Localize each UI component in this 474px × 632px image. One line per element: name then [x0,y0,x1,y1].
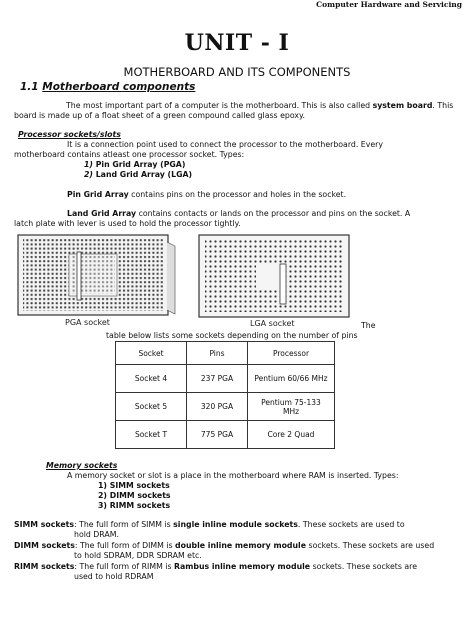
lga-description [67,209,410,219]
table-cell: Core 2 Quad [248,421,335,449]
type-num: 2) [84,170,93,179]
def-text: sockets. These sockets are [310,562,417,571]
table-cell: Pentium 75-133 MHz [248,393,335,421]
type-label: DIMM sockets [109,491,171,500]
type-num: 1) [84,160,93,169]
processor-type-2 [84,170,192,179]
pga-rest: contains pins on the processor and holes in the socket. [128,190,347,199]
dimm-definition [14,541,434,561]
table-header-cell: Pins [187,342,248,365]
memory-heading: Memory sockets [46,461,118,470]
lga-description-line2: latch plate with lever is used to hold the processor tightly. [14,219,241,228]
table-cell: 237 PGA [187,365,248,393]
table-cell: 775 PGA [187,421,248,449]
processor-type-1 [84,160,185,169]
processor-p2: motherboard contains atleast one processor socket. Types: [14,150,245,159]
table-cell: Socket 4 [116,365,187,393]
def-bold: double inline memory module [175,541,307,550]
type-num: 1) [98,481,107,490]
def-continuation: hold DRAM. [74,530,119,539]
section-heading [20,81,195,93]
running-header: Computer Hardware and Servicing [316,0,462,9]
processor-p1: It is a connection point used to connect the processor to the motherboard. Every [67,140,383,149]
pga-socket-image [17,234,177,330]
intro-paragraph [14,101,464,121]
type-label: Pin Grid Array (PGA) [95,160,186,169]
rimm-definition [14,562,417,582]
table-row [116,365,335,393]
def-bold: Rambus inline memory module [173,562,311,571]
pga-description [67,190,346,200]
def-text: : The full form of RIMM is [74,562,174,571]
def-text: : The full form of SIMM is [74,520,174,529]
section-title: Motherboard components [42,81,196,93]
def-term: RIMM sockets [14,562,75,571]
intro-text-b: . This board is made up of a float sheet of a green compound called glass epoxy. [14,101,454,120]
table-intro-the: The [361,321,376,330]
table-cell: 320 PGA [187,393,248,421]
lga-caption: LGA socket [250,319,295,328]
pga-caption: PGA socket [65,318,110,327]
pga-socket-drawing [17,234,177,330]
table-cell: Socket 5 [116,393,187,421]
type-label: SIMM sockets [109,481,170,490]
processor-heading: Processor sockets/slots [18,130,121,139]
table-cell: Pentium 60/66 MHz [248,365,335,393]
pga-term: Pin Grid Array [67,190,129,199]
simm-definition [14,520,405,540]
table-intro: table below lists some sockets depending on the number of pins [106,331,358,340]
def-continuation: used to hold RDRAM [74,572,154,581]
chapter-title: MOTHERBOARD AND ITS COMPONENTS [123,65,351,79]
def-text: sockets. These sockets are used [306,541,435,550]
table-row [116,421,335,449]
type-label: RIMM sockets [109,501,171,510]
section-number: 1.1 [20,81,39,93]
lga-socket-drawing [198,234,356,330]
intro-text-a: The most important part of a computer is the motherboard. This is also called [66,101,373,110]
def-term: DIMM sockets [14,541,75,550]
lga-socket-image [198,234,356,330]
type-label: Land Grid Array (LGA) [95,170,193,179]
lga-rest: contains contacts or lands on the processor and pins on the socket. A [136,209,411,218]
def-text: : The full form of DIMM is [74,541,176,550]
table-row [116,393,335,421]
def-term: SIMM sockets [14,520,74,529]
table-header-cell: Processor [248,342,335,365]
unit-title: UNIT - I [184,30,290,56]
memory-type-2 [98,491,171,500]
table-header-cell: Socket [116,342,187,365]
def-continuation: to hold SDRAM, DDR SDRAM etc. [74,551,202,560]
memory-type-1 [98,481,170,490]
memory-type-3 [98,501,170,510]
intro-bold: system board [372,101,433,110]
memory-p1: A memory socket or slot is a place in the motherboard where RAM is inserted. Types: [67,471,399,480]
def-text: . These sockets are used to [297,520,405,529]
table-cell: Socket T [116,421,187,449]
table-header-row [116,342,335,365]
socket-table [115,341,335,449]
lga-term: Land Grid Array [67,209,137,218]
type-num: 2) [98,491,107,500]
type-num: 3) [98,501,107,510]
def-bold: single inline module sockets [173,520,298,529]
